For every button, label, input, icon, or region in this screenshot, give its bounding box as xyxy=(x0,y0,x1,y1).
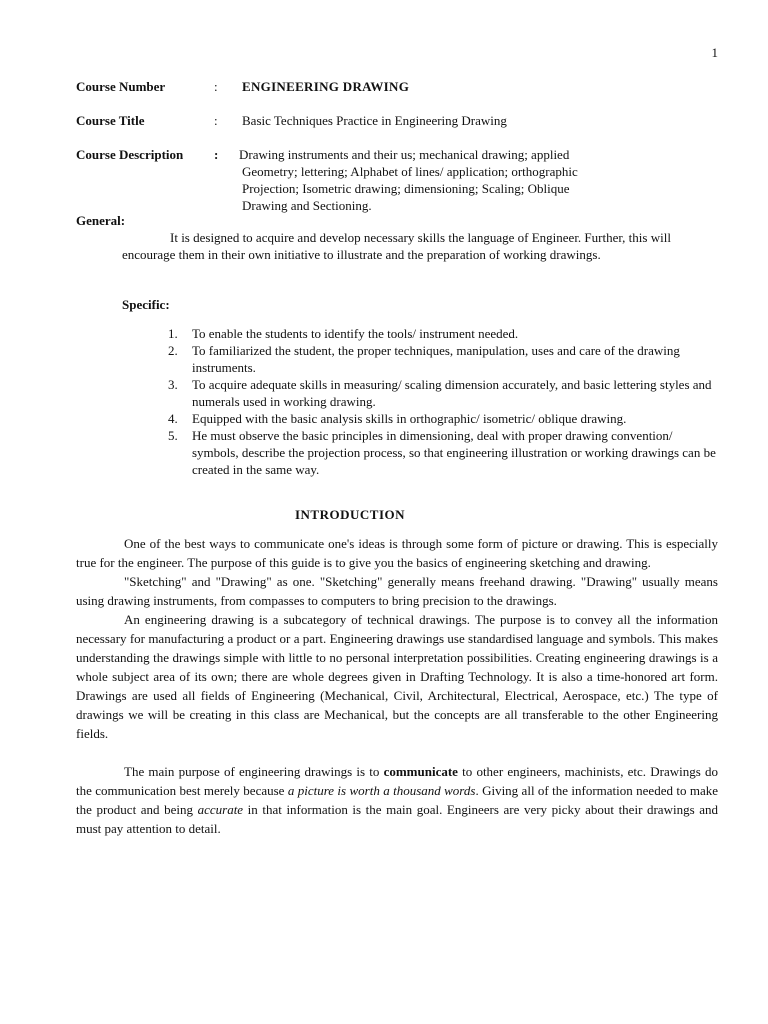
intro-paragraph-1: One of the best ways to communicate one's ideas is through some form of picture or drawing. This is especially true for the engineer. The purpose of this guide is to give you the basics of engineering sketching and drawing. xyxy=(76,536,718,570)
intro-p4-text: . Giving all of the information needed to make the product and being xyxy=(76,783,718,817)
intro-p4-text: The main purpose of engineering drawings is to xyxy=(124,764,384,779)
course-description-text xyxy=(239,146,682,214)
course-title-label: Course Title xyxy=(76,113,145,128)
specific-item-number: 3. xyxy=(168,377,178,392)
intro-p4-italic: accurate xyxy=(197,802,244,817)
general-text xyxy=(122,229,712,263)
intro-p4-text: to other engineers, machinists, etc. Drawings do the communication best merely because xyxy=(76,764,718,798)
specific-item xyxy=(168,427,720,478)
general-paragraph: It is designed to acquire and develop necessary skills the language of Engineer. Further, this will encourage them in their own initiative to illustrate and the preparation of working drawings. xyxy=(122,230,671,262)
specific-item-text: To acquire adequate skills in measuring/ scaling dimension accurately, and basic lettering styles and numerals used in working drawing. xyxy=(192,377,712,409)
specific-item-number: 1. xyxy=(168,326,178,341)
page-number: 1 xyxy=(711,45,718,60)
course-title-value: Basic Techniques Practice in Engineering Drawing xyxy=(242,113,507,128)
general-heading: General: xyxy=(76,213,126,228)
course-title-colon: : xyxy=(214,113,218,128)
specific-item-text: He must observe the basic principles in dimensioning, deal with proper drawing convention/ symbols, describe the projection process, so that engineering illustration or working drawings can be created in the same way. xyxy=(192,428,716,477)
specific-item xyxy=(168,376,720,410)
course-number-value: ENGINEERING DRAWING xyxy=(242,79,410,94)
intro-paragraph-3: An engineering drawing is a subcategory of technical drawings. The purpose is to convey all the information necessary for manufacturing a product or a part. Engineering drawings use standardised language and symbols. This makes understanding the drawings simple with little to no personal interpretation possibilities. Creating engineering drawings is a whole subject area of its own; there are whole degrees given in Drafting Technology. It is also a time-honored art form. Drawings are used all fields of Engineering (Mechanical, Civil, Architectural, Electrical, Aerospace, etc.) The type of drawings we will be creating in this class are Mechanical, but the concepts are all transferable to the other Engineering fields. xyxy=(76,612,718,741)
course-description-label: Course Description xyxy=(76,147,184,162)
intro-p4-italic: a picture is worth a thousand words xyxy=(287,783,476,798)
specific-heading: Specific: xyxy=(122,297,170,312)
intro-p4-text: in that information is the main goal. Engineers are very picky about their drawings and must pay attention to detail. xyxy=(76,802,718,836)
course-description-line: Drawing instruments and their us; mechanical drawing; applied xyxy=(239,147,570,162)
course-description-line: Projection; Isometric drawing; dimensioning; Scaling; Oblique xyxy=(242,181,570,196)
specific-item-number: 4. xyxy=(168,411,178,426)
specific-list xyxy=(168,325,720,478)
specific-item xyxy=(168,342,720,376)
intro-paragraph-2: "Sketching" and "Drawing" as one. "Sketching" generally means freehand drawing. "Drawing" usually means using drawing instruments, from compasses to computers to bring precision to the drawings. xyxy=(76,574,718,608)
specific-item xyxy=(168,325,720,342)
introduction-title: INTRODUCTION xyxy=(294,507,405,522)
specific-item xyxy=(168,410,720,427)
course-description-colon: : xyxy=(214,147,219,162)
intro-paragraph-4 xyxy=(76,762,718,838)
course-number-label: Course Number xyxy=(76,79,166,94)
course-number-colon: : xyxy=(214,79,218,94)
introduction-body xyxy=(76,534,718,838)
specific-item-number: 5. xyxy=(168,428,178,443)
course-description-line: Drawing and Sectioning. xyxy=(242,198,372,213)
specific-item-text: To familiarized the student, the proper techniques, manipulation, uses and care of the drawing instruments. xyxy=(192,343,680,375)
intro-p4-bold: communicate xyxy=(383,764,458,779)
course-description-line: Geometry; lettering; Alphabet of lines/ application; orthographic xyxy=(242,164,578,179)
specific-item-text: To enable the students to identify the tools/ instrument needed. xyxy=(192,326,519,341)
specific-item-number: 2. xyxy=(168,343,178,358)
specific-item-text: Equipped with the basic analysis skills in orthographic/ isometric/ oblique drawing. xyxy=(192,411,627,426)
